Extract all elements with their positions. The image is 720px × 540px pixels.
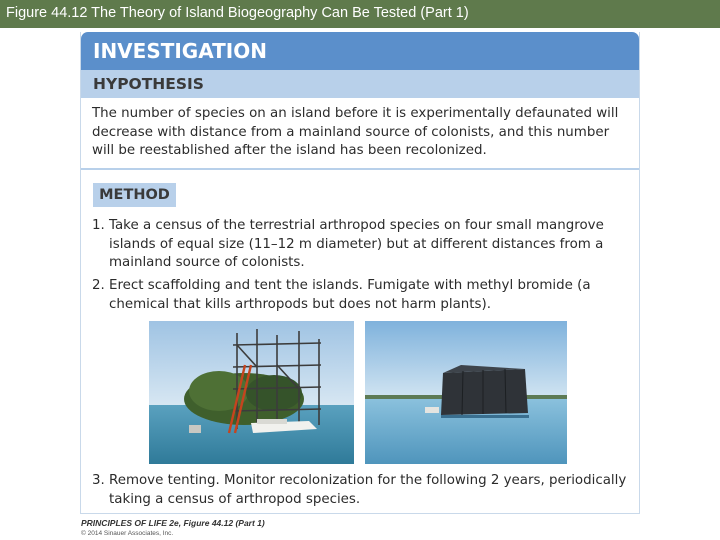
tented-island-photo bbox=[365, 321, 567, 464]
section-divider bbox=[81, 168, 639, 170]
method-step-1 bbox=[92, 217, 629, 273]
step-text: Take a census of the terrestrial arthropod species on four small mangrove islands of equal size (11–12 m diameter) but at different distances from a mainland source of colonists. bbox=[109, 218, 604, 270]
hypothesis-text: The number of species on an island before it is experimentally defaunated will decrease with distance from a mainland source of colonists, and this number will be reestablished after the island has been recolonized. bbox=[92, 106, 619, 158]
hypothesis-label: HYPOTHESIS bbox=[81, 70, 639, 98]
figure-caption bbox=[81, 518, 265, 528]
step-text: Erect scaffolding and tent the islands. Fumigate with methyl bromide (a chemical that kills arthropods but does not harm plants). bbox=[109, 278, 591, 312]
figure-caption-text: PRINCIPLES OF LIFE 2e, Figure 44.12 (Part 1) bbox=[81, 518, 265, 528]
step-text: Remove tenting. Monitor recolonization for the following 2 years, periodically taking a census of arthropod species. bbox=[109, 473, 627, 507]
method-step-2 bbox=[92, 277, 629, 314]
step-number: 3. bbox=[92, 473, 105, 488]
copyright-notice: © 2014 Sinauer Associates, Inc. bbox=[81, 530, 174, 537]
scaffolding-island-photo bbox=[149, 321, 354, 464]
tented-photo-graphic bbox=[365, 321, 567, 464]
method-label: METHOD bbox=[93, 183, 176, 207]
step-number: 1. bbox=[92, 218, 105, 233]
scaffolding-photo-graphic bbox=[149, 321, 354, 464]
method-step-3 bbox=[92, 472, 629, 509]
investigation-header: INVESTIGATION bbox=[81, 32, 639, 70]
slide-title: Figure 44.12 The Theory of Island Biogeography Can Be Tested (Part 1) bbox=[0, 0, 720, 28]
investigation-panel bbox=[80, 32, 640, 514]
step-number: 2. bbox=[92, 278, 105, 293]
